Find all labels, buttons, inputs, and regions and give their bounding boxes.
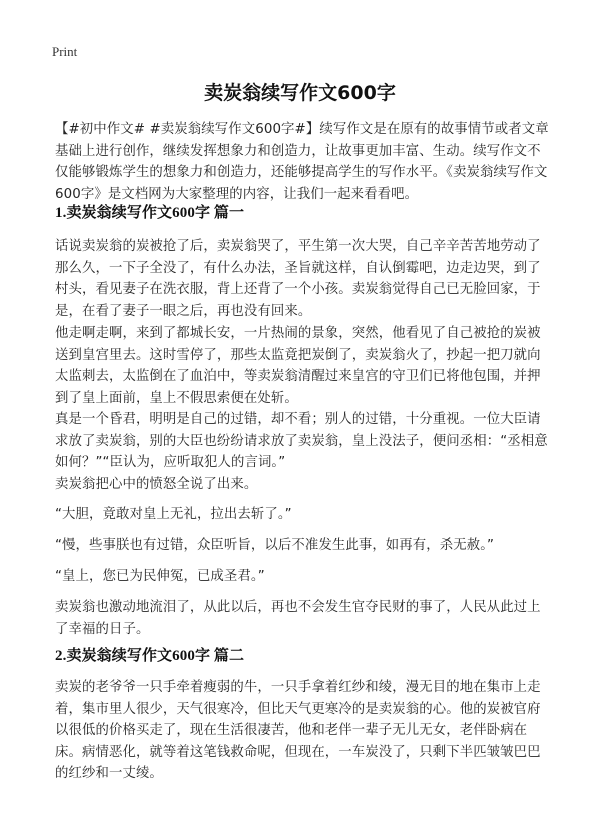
- section-2-paragraph: 卖炭的老爷爷一只手牵着瘦弱的牛，一只手拿着红纱和绫，漫无目的地在集市上走着，集市里人很少，天气很寒冷，但比天气更寒冷的是卖炭翁的心。他的炭被官府以很低的价格买走了，现在生活很凄苦，他和老伴一辈子无儿无女，老伴卧病在床。病情恶化，就等着这笔钱救命呢，但现在，一车炭没了，只剩下半匹皱皱巴巴的红纱和一丈绫。: [55, 680, 541, 781]
- print-link[interactable]: Print: [52, 44, 78, 59]
- section-heading-2: 2.卖炭翁续写作文600字 篇二: [55, 648, 245, 664]
- section-1-paragraph: “慢，些事朕也有过错，众臣听旨，以后不准发生此事，如再有，杀无赦。”: [55, 538, 495, 553]
- page-title: 卖炭翁续写作文600字: [204, 82, 396, 104]
- section-1-paragraph: 卖炭翁把心中的愤怒全说了出来。: [55, 477, 258, 492]
- section-1-paragraph: “皇上，您已为民伸冤，已成圣君。”: [55, 569, 265, 584]
- tag-links[interactable]: 【#初中作文# #卖炭翁续写作文600字#】: [55, 122, 320, 137]
- section-1-paragraph: “大胆，竟敢对皇上无礼，拉出去斩了。”: [55, 507, 292, 522]
- section-1-paragraph: 卖炭翁也激动地流泪了，从此以后，再也不会发生官夺民财的事了，人民从此过上了幸福的日子。: [55, 600, 541, 637]
- section-1-paragraph: 话说卖炭翁的炭被抢了后，卖炭翁哭了，平生第一次大哭，自己辛辛苦苦地劳动了那么久，一下子全没了，有什么办法，圣旨就这样，自认倒霉吧，边走边哭，到了村头，看见妻子在洗衣服，背上还背了一个小孩。卖炭翁觉得自己已无脸回家，于是，在看了妻子一眼之后，再也没有回来。: [55, 239, 541, 319]
- intro-paragraph: [55, 119, 553, 205]
- section-1-paragraph: 真是一个昏君，明明是自己的过错，却不看；别人的过错，十分重视。一位大臣请求放了卖炭翁，别的大臣也纷纷请求放了卖炭翁，皇上没法子，便问丞相：“丞相意如何？”“臣认为，应听取犯人的言词。”: [55, 412, 548, 470]
- section-1-paragraph: 他走啊走啊，来到了都城长安，一片热闹的景象，突然，他看见了自己被抢的炭被送到皇宫里去。这时雪停了，那些太监竟把炭倒了，卖炭翁火了，抄起一把刀就向太监刺去，太监倒在了血泊中，等卖炭翁清醒过来皇宫的守卫们已将他包围，并押到了皇上面前，皇上不假思索便在处斩。: [55, 326, 541, 406]
- section-heading-1: 1.卖炭翁续写作文600字 篇一: [55, 205, 245, 221]
- intro-text: 续写作文是在原有的故事情节或者文章基础上进行创作，继续发挥想象力和创造力，让故事更加丰富、生动。续写作文不仅能够锻炼学生的想象力和创造力，还能够提高学生的写作水平。《卖炭翁续写作文600字》是文档网为大家整理的内容，让我们一起来看看吧。: [55, 122, 549, 202]
